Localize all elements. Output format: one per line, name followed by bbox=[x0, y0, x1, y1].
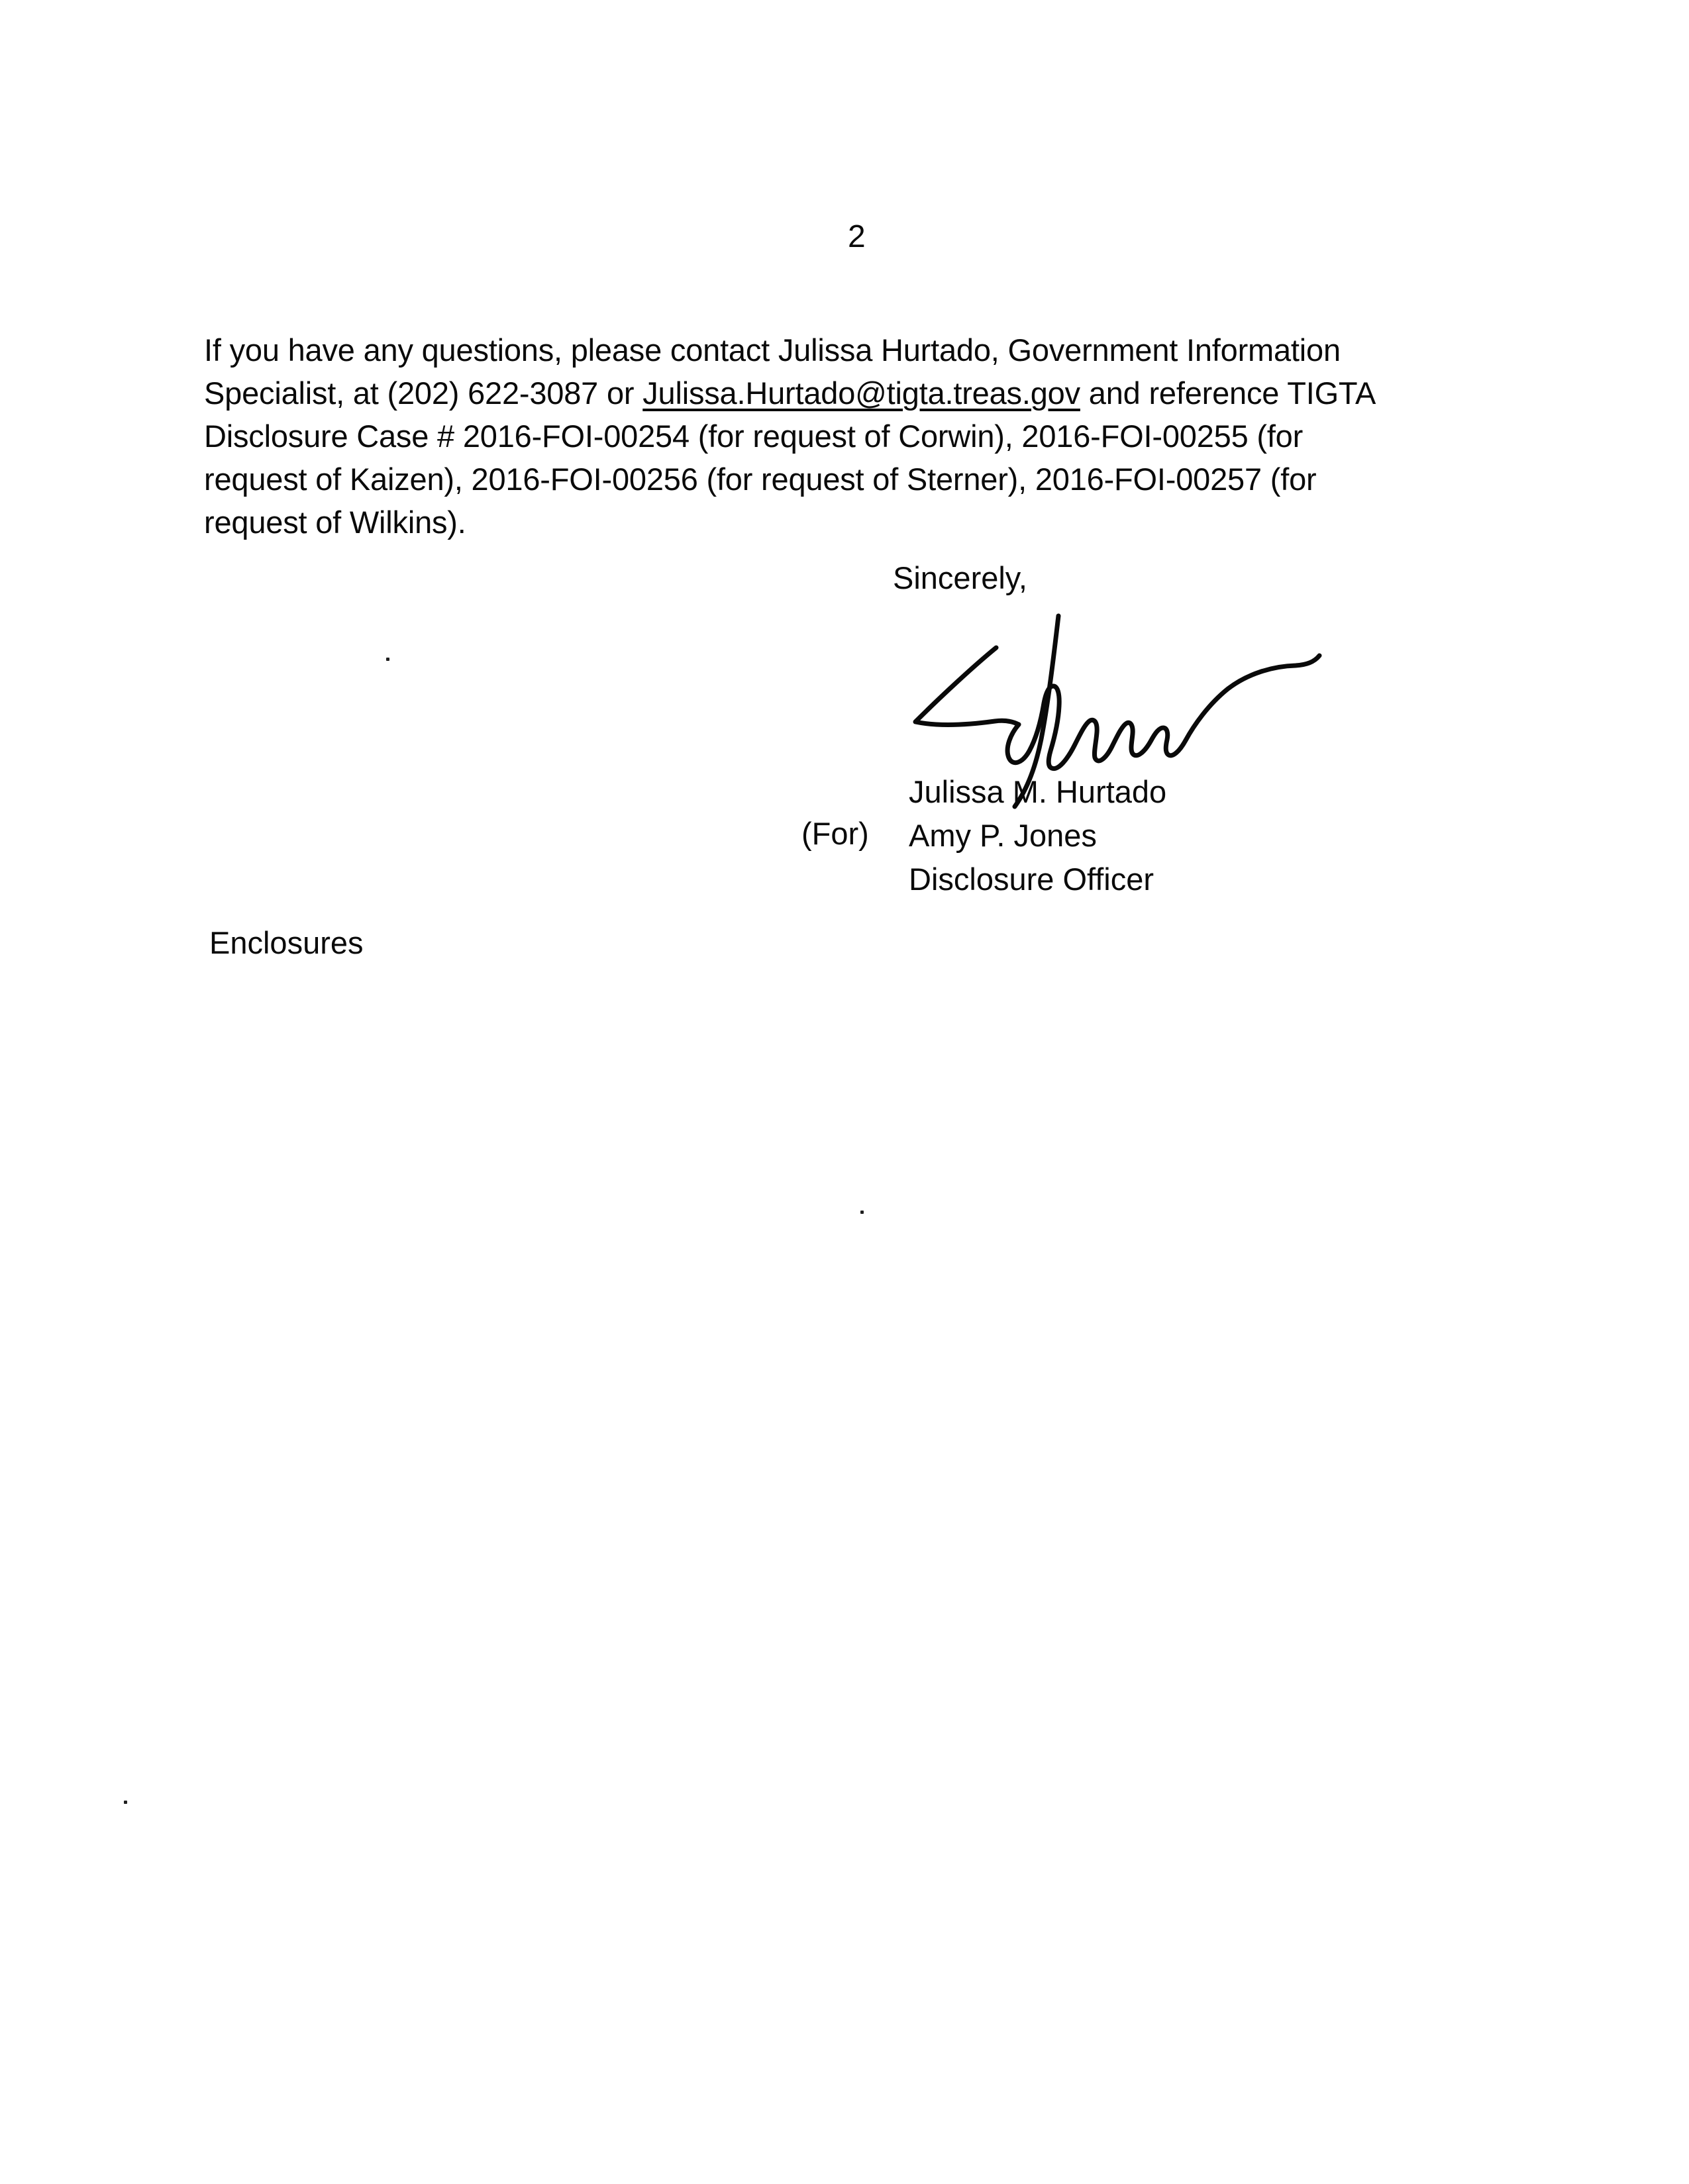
signer-title: Disclosure Officer bbox=[909, 862, 1154, 897]
signer-name: Julissa M. Hurtado bbox=[909, 774, 1167, 809]
scan-speck bbox=[860, 1211, 864, 1214]
body-line-1: If you have any questions, please contact Julissa Hurtado, Government Information bbox=[204, 332, 1341, 368]
body-line-5: request of Wilkins). bbox=[204, 505, 466, 540]
page-number: 2 bbox=[848, 219, 866, 254]
for-label: (For) bbox=[801, 816, 869, 851]
closing-salutation: Sincerely, bbox=[893, 560, 1027, 595]
body-line-2 bbox=[204, 372, 1376, 415]
body-line-4: request of Kaizen), 2016-FOI-00256 (for request of Sterner), 2016-FOI-00257 (for bbox=[204, 462, 1317, 497]
enclosures-label: Enclosures bbox=[209, 925, 364, 960]
scan-speck bbox=[124, 1801, 127, 1804]
scan-speck bbox=[386, 658, 389, 661]
body-line-2-pre: Specialist, at (202) 622-3087 or bbox=[204, 375, 643, 411]
body-line-3: Disclosure Case # 2016-FOI-00254 (for request of Corwin), 2016-FOI-00255 (for bbox=[204, 419, 1304, 454]
body-paragraph bbox=[204, 328, 1376, 544]
email-address: Julissa.Hurtado@tigta.treas.gov bbox=[642, 375, 1080, 411]
behalf-name: Amy P. Jones bbox=[909, 818, 1097, 853]
signature-block bbox=[909, 770, 1166, 901]
body-line-2-post: and reference TIGTA bbox=[1080, 375, 1376, 411]
